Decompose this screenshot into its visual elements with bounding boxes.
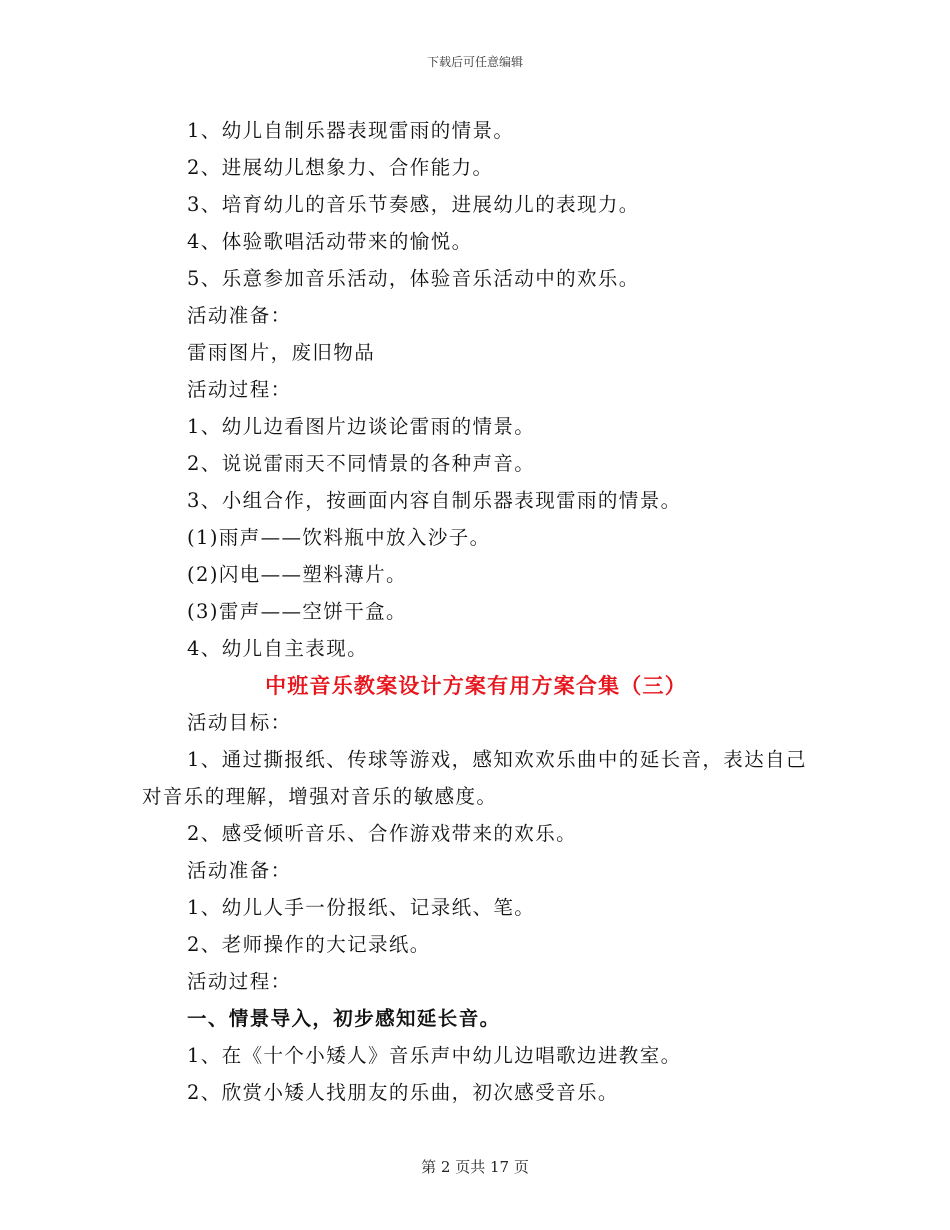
paragraph: 1、幼儿自制乐器表现雷雨的情景。 xyxy=(187,119,515,142)
paragraph: (1)雨声——饮料瓶中放入沙子。 xyxy=(187,526,491,549)
section-label: 活动目标： xyxy=(187,711,292,734)
paragraph: 1、在《十个小矮人》音乐声中幼儿边唱歌边进教室。 xyxy=(187,1044,682,1067)
paragraph: 2、老师操作的大记录纸。 xyxy=(187,933,431,956)
section-label: 活动准备： xyxy=(187,304,292,327)
paragraph: (3)雷声——空饼干盒。 xyxy=(187,600,407,623)
paragraph: 1、幼儿边看图片边谈论雷雨的情景。 xyxy=(187,415,536,438)
paragraph: 1、通过撕报纸、传球等游戏，感知欢欢乐曲中的延长音，表达自己对音乐的理解，增强对音乐的敏感度。 xyxy=(142,748,807,808)
section-title: 中班音乐教案设计方案有用方案合集（三） xyxy=(265,673,687,698)
section-label: 活动过程： xyxy=(187,970,292,993)
paragraph: 2、感受倾听音乐、合作游戏带来的欢乐。 xyxy=(187,822,578,845)
paragraph: 5、乐意参加音乐活动，体验音乐活动中的欢乐。 xyxy=(187,267,640,290)
document-body xyxy=(142,112,810,1111)
paragraph: 2、进展幼儿想象力、合作能力。 xyxy=(187,156,494,179)
paragraph: (2)闪电——塑料薄片。 xyxy=(187,563,407,586)
section-label: 活动准备： xyxy=(187,859,292,882)
section-label: 活动过程： xyxy=(187,378,292,401)
paragraph: 4、幼儿自主表现。 xyxy=(187,637,369,660)
paragraph: 1、幼儿人手一份报纸、记录纸、笔。 xyxy=(187,896,536,919)
page-footer: 第 2 页共 17 页 xyxy=(421,1158,529,1176)
paragraph: 雷雨图片，废旧物品 xyxy=(187,341,376,364)
page-header: 下载后可任意编辑 xyxy=(426,55,523,69)
step-heading: 一、情景导入，初步感知延长音。 xyxy=(187,1007,501,1030)
paragraph: 2、欣赏小矮人找朋友的乐曲，初次感受音乐。 xyxy=(187,1081,619,1104)
paragraph: 2、说说雷雨天不同情景的各种声音。 xyxy=(187,452,536,475)
paragraph: 4、体验歌唱活动带来的愉悦。 xyxy=(187,230,473,253)
paragraph: 3、培育幼儿的音乐节奏感，进展幼儿的表现力。 xyxy=(187,193,640,216)
paragraph: 3、小组合作，按画面内容自制乐器表现雷雨的情景。 xyxy=(187,489,682,512)
